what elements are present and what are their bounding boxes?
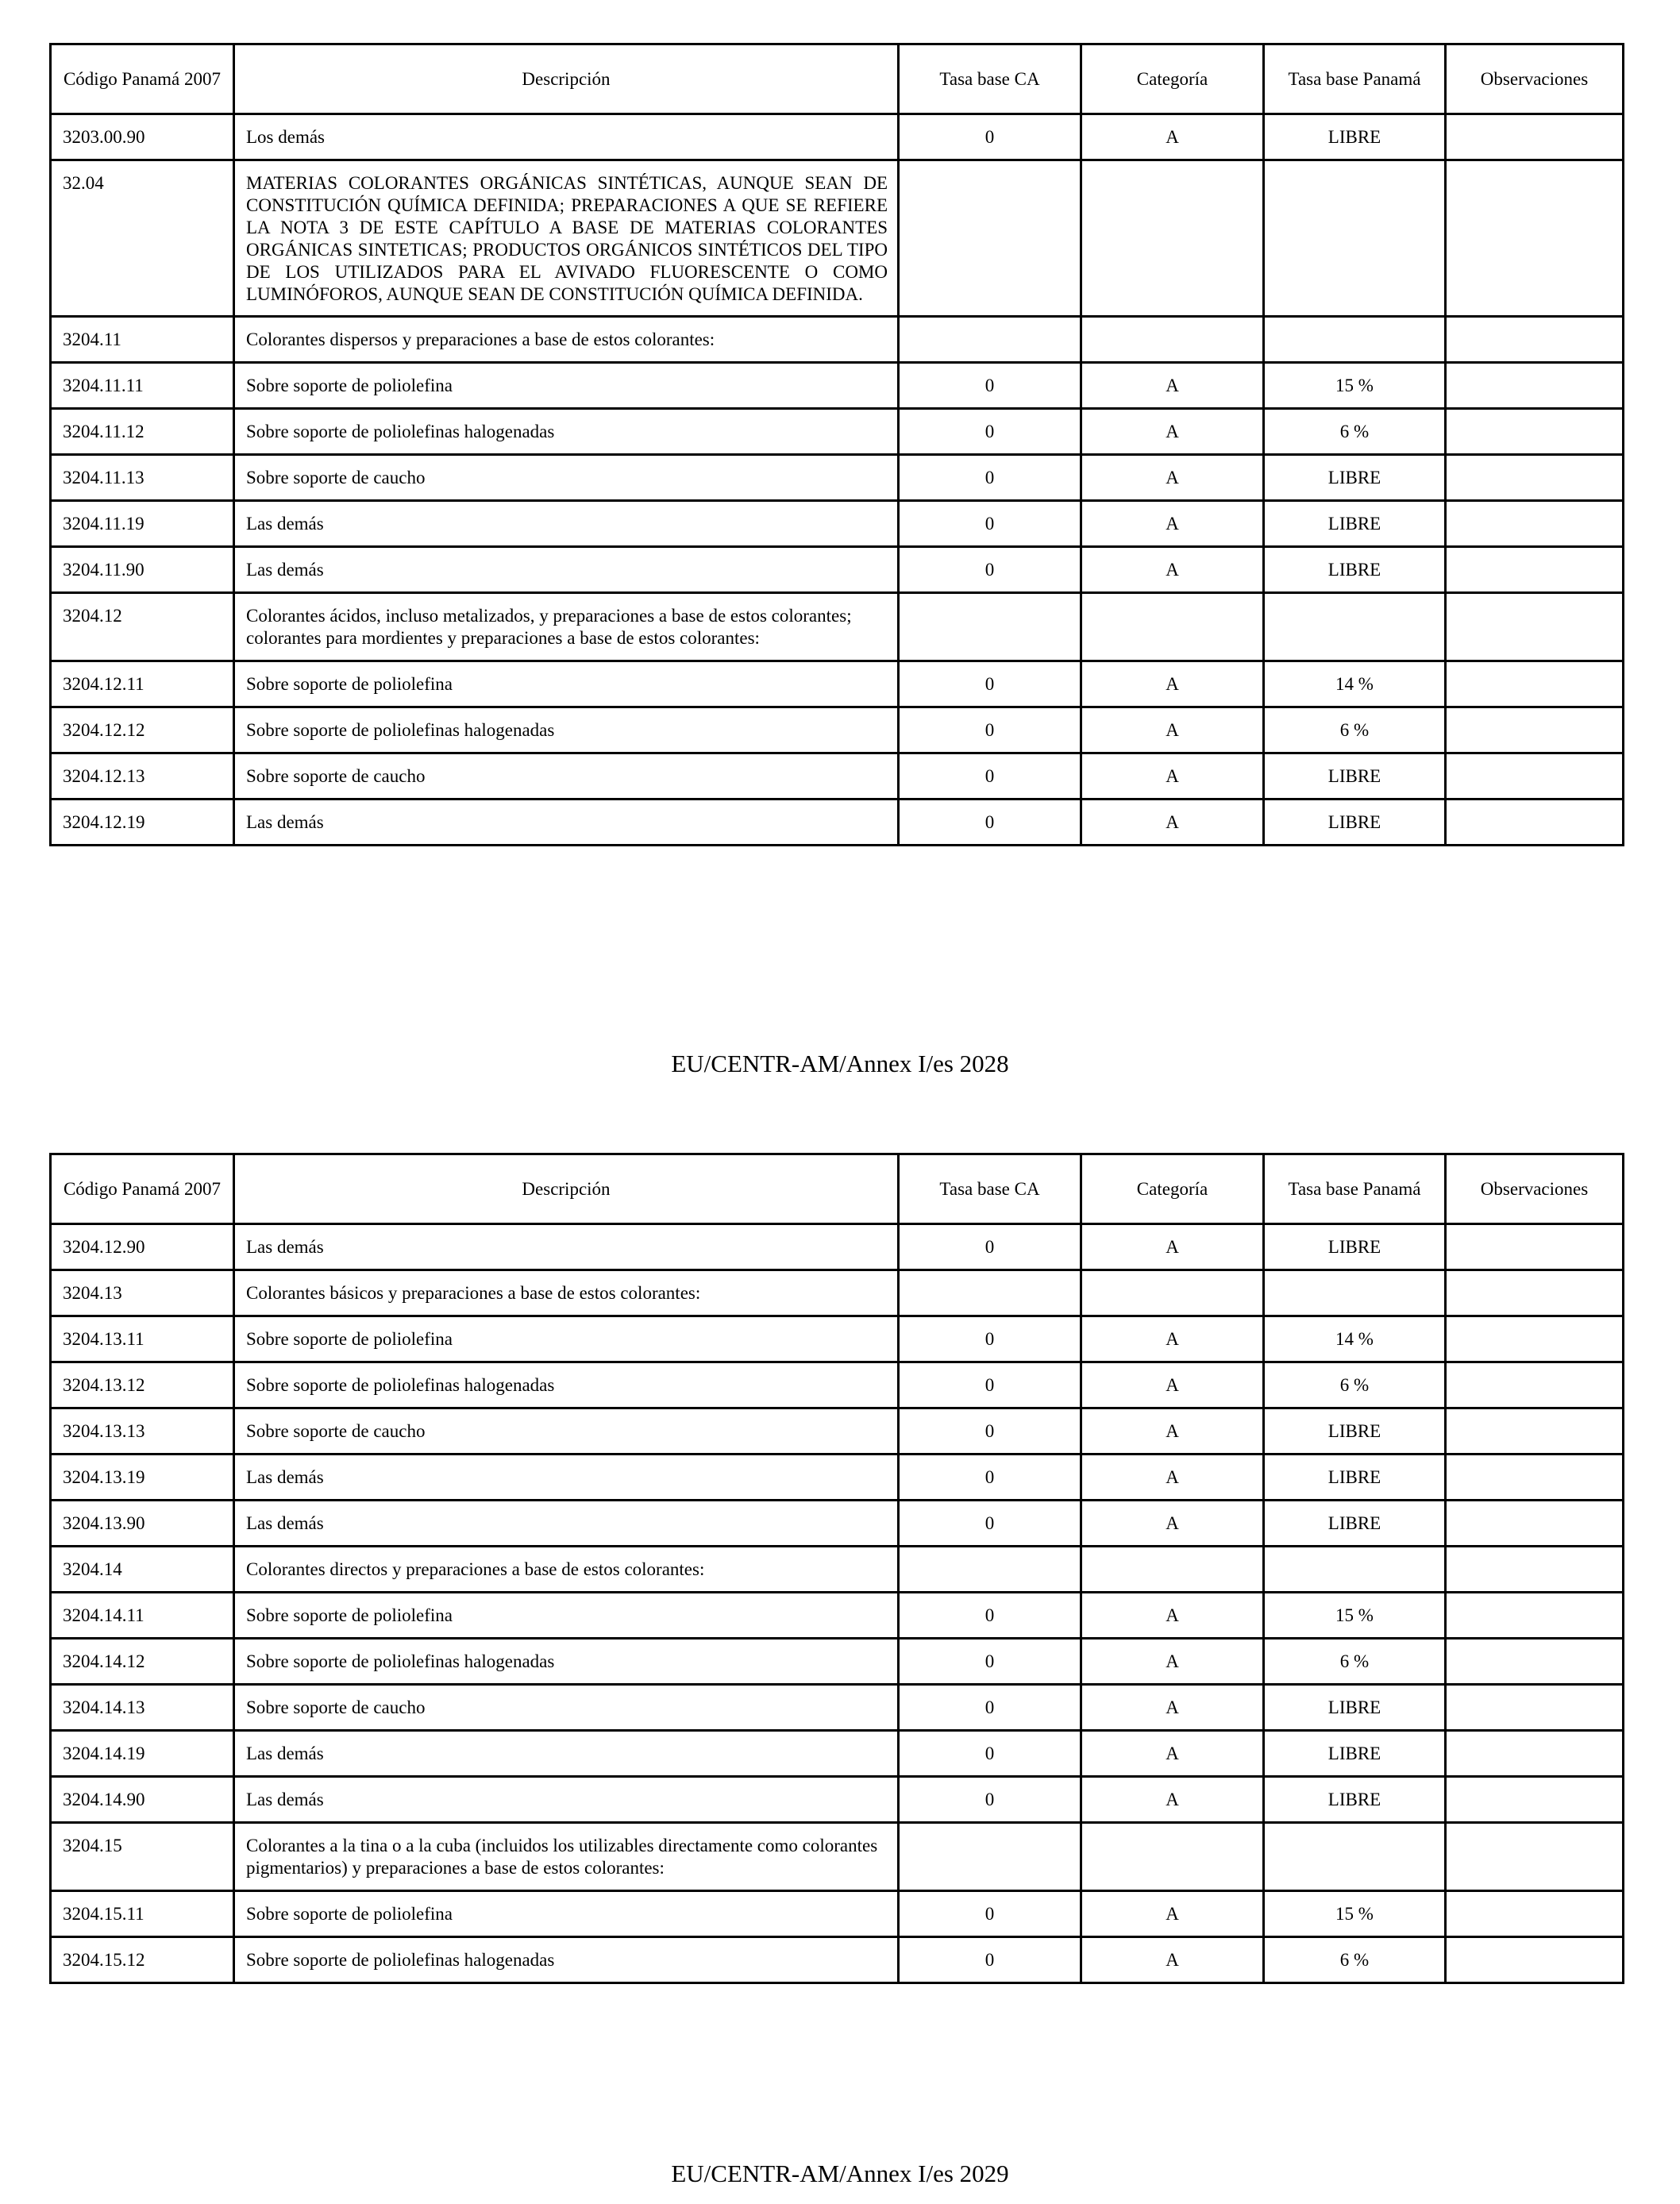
cell-rate-ca: 0 xyxy=(899,455,1081,501)
cell-observations xyxy=(1446,1316,1624,1362)
cell-category xyxy=(1081,160,1264,317)
table-row xyxy=(51,501,1624,547)
cell-rate-ca: 0 xyxy=(899,114,1081,160)
cell-rate-ca: 0 xyxy=(899,800,1081,846)
cell-category: A xyxy=(1081,1501,1264,1547)
cell-description: Sobre soporte de caucho xyxy=(234,1685,899,1731)
cell-rate-ca: 0 xyxy=(899,1593,1081,1639)
cell-rate-ca: 0 xyxy=(899,1224,1081,1270)
cell-rate-panama: LIBRE xyxy=(1264,501,1446,547)
cell-code: 3204.12.13 xyxy=(51,753,234,800)
cell-category: A xyxy=(1081,1455,1264,1501)
cell-code: 3204.12.19 xyxy=(51,800,234,846)
cell-description: Colorantes básicos y preparaciones a base de estos colorantes: xyxy=(234,1270,899,1316)
cell-rate-panama xyxy=(1264,160,1446,317)
table-row xyxy=(51,593,1624,661)
cell-rate-ca xyxy=(899,1270,1081,1316)
cell-observations xyxy=(1446,707,1624,753)
cell-rate-panama: 6 % xyxy=(1264,1639,1446,1685)
cell-category: A xyxy=(1081,661,1264,707)
cell-rate-ca xyxy=(899,1823,1081,1891)
cell-observations xyxy=(1446,1639,1624,1685)
cell-description: Los demás xyxy=(234,114,899,160)
cell-category xyxy=(1081,1270,1264,1316)
cell-code: 3204.13.11 xyxy=(51,1316,234,1362)
cell-category: A xyxy=(1081,1316,1264,1362)
cell-description: Las demás xyxy=(234,501,899,547)
cell-rate-panama: LIBRE xyxy=(1264,1455,1446,1501)
cell-observations xyxy=(1446,1408,1624,1455)
cell-description: Sobre soporte de poliolefina xyxy=(234,1593,899,1639)
table-row xyxy=(51,661,1624,707)
cell-rate-panama: LIBRE xyxy=(1264,800,1446,846)
cell-code: 3204.11.19 xyxy=(51,501,234,547)
cell-rate-panama: 6 % xyxy=(1264,1937,1446,1983)
cell-observations xyxy=(1446,363,1624,409)
cell-rate-ca: 0 xyxy=(899,1639,1081,1685)
cell-description: Las demás xyxy=(234,1501,899,1547)
table-row xyxy=(51,753,1624,800)
tariff-table-page-2029 xyxy=(49,1153,1624,1984)
cell-rate-panama: LIBRE xyxy=(1264,1685,1446,1731)
cell-category: A xyxy=(1081,1731,1264,1777)
table-row xyxy=(51,1891,1624,1937)
cell-description: Las demás xyxy=(234,1455,899,1501)
cell-rate-ca: 0 xyxy=(899,1685,1081,1731)
cell-code: 3204.14.90 xyxy=(51,1777,234,1823)
page-footer: EU/CENTR-AM/Annex I/es 2028 xyxy=(671,1050,1009,1077)
cell-code: 3204.14.12 xyxy=(51,1639,234,1685)
cell-description: Sobre soporte de caucho xyxy=(234,1408,899,1455)
header-rate-ca: Tasa base CA xyxy=(899,1154,1081,1224)
cell-rate-panama: LIBRE xyxy=(1264,114,1446,160)
cell-rate-panama: LIBRE xyxy=(1264,1224,1446,1270)
cell-code: 3204.11.13 xyxy=(51,455,234,501)
cell-description: Sobre soporte de poliolefina xyxy=(234,661,899,707)
cell-rate-ca xyxy=(899,593,1081,661)
cell-description: Sobre soporte de poliolefinas halogenadas xyxy=(234,1937,899,1983)
cell-description: MATERIAS COLORANTES ORGÁNICAS SINTÉTICAS, AUNQUE SEAN DE CONSTITUCIÓN QUÍMICA DEFINIDA; PREPARACIONES A QUE SE REFIERE LA NOTA 3 DE ESTE CAPÍTULO A BASE DE MATERIAS COLORANTES ORGÁNICAS SINTETICAS; PRODUCTOS ORGÁNICOS SINTÉTICOS DEL TIPO DE LOS UTILIZADOS PARA EL AVIVADO FLUORESCENTE O COMO LUMINÓFOROS, AUNQUE SEAN DE CONSTITUCIÓN QUÍMICA DEFINIDA. xyxy=(234,160,899,317)
cell-code: 3204.12.90 xyxy=(51,1224,234,1270)
cell-rate-ca: 0 xyxy=(899,1408,1081,1455)
cell-category xyxy=(1081,1823,1264,1891)
cell-category xyxy=(1081,1547,1264,1593)
header-description: Descripción xyxy=(234,44,899,114)
cell-rate-panama: LIBRE xyxy=(1264,1731,1446,1777)
table-row xyxy=(51,1547,1624,1593)
cell-observations xyxy=(1446,1270,1624,1316)
cell-category: A xyxy=(1081,1593,1264,1639)
cell-code: 3204.13.13 xyxy=(51,1408,234,1455)
cell-rate-ca: 0 xyxy=(899,409,1081,455)
cell-rate-panama: 14 % xyxy=(1264,661,1446,707)
cell-category: A xyxy=(1081,501,1264,547)
table-header-row xyxy=(51,44,1624,114)
cell-code: 32.04 xyxy=(51,160,234,317)
cell-code: 3204.15.11 xyxy=(51,1891,234,1937)
cell-code: 3204.12 xyxy=(51,593,234,661)
cell-rate-panama: 6 % xyxy=(1264,1362,1446,1408)
cell-rate-ca xyxy=(899,160,1081,317)
cell-rate-panama xyxy=(1264,1823,1446,1891)
cell-rate-ca: 0 xyxy=(899,1501,1081,1547)
cell-rate-panama xyxy=(1264,1547,1446,1593)
cell-category: A xyxy=(1081,707,1264,753)
cell-observations xyxy=(1446,1891,1624,1937)
cell-rate-ca: 0 xyxy=(899,1316,1081,1362)
cell-description: Colorantes dispersos y preparaciones a base de estos colorantes: xyxy=(234,317,899,363)
cell-observations xyxy=(1446,753,1624,800)
cell-code: 3204.13 xyxy=(51,1270,234,1316)
cell-category: A xyxy=(1081,1408,1264,1455)
table-row xyxy=(51,547,1624,593)
cell-rate-panama: LIBRE xyxy=(1264,753,1446,800)
table-row xyxy=(51,1224,1624,1270)
cell-rate-ca: 0 xyxy=(899,753,1081,800)
cell-description: Sobre soporte de poliolefina xyxy=(234,1891,899,1937)
cell-observations xyxy=(1446,317,1624,363)
table-row xyxy=(51,1501,1624,1547)
cell-category xyxy=(1081,593,1264,661)
cell-rate-panama: 15 % xyxy=(1264,1593,1446,1639)
table-row xyxy=(51,1639,1624,1685)
cell-observations xyxy=(1446,547,1624,593)
header-rate-panama: Tasa base Panamá xyxy=(1264,44,1446,114)
cell-rate-panama: 14 % xyxy=(1264,1316,1446,1362)
header-observations: Observaciones xyxy=(1446,1154,1624,1224)
table-header-row xyxy=(51,1154,1624,1224)
header-observations: Observaciones xyxy=(1446,44,1624,114)
cell-observations xyxy=(1446,1547,1624,1593)
cell-description: Colorantes directos y preparaciones a base de estos colorantes: xyxy=(234,1547,899,1593)
cell-observations xyxy=(1446,1224,1624,1270)
page-footer: EU/CENTR-AM/Annex I/es 2029 xyxy=(671,2160,1009,2187)
cell-description: Sobre soporte de poliolefina xyxy=(234,363,899,409)
cell-rate-ca: 0 xyxy=(899,501,1081,547)
cell-observations xyxy=(1446,114,1624,160)
cell-rate-panama: LIBRE xyxy=(1264,1501,1446,1547)
cell-code: 3204.14.11 xyxy=(51,1593,234,1639)
cell-code: 3204.15 xyxy=(51,1823,234,1891)
cell-observations xyxy=(1446,593,1624,661)
header-code: Código Panamá 2007 xyxy=(51,1154,234,1224)
cell-observations xyxy=(1446,501,1624,547)
cell-description: Sobre soporte de poliolefinas halogenadas xyxy=(234,1362,899,1408)
header-category: Categoría xyxy=(1081,44,1264,114)
cell-code: 3204.11 xyxy=(51,317,234,363)
cell-rate-ca xyxy=(899,317,1081,363)
table-row xyxy=(51,1270,1624,1316)
table-row xyxy=(51,1731,1624,1777)
header-description: Descripción xyxy=(234,1154,899,1224)
header-rate-ca: Tasa base CA xyxy=(899,44,1081,114)
table-row xyxy=(51,409,1624,455)
cell-observations xyxy=(1446,1362,1624,1408)
cell-description: Colorantes ácidos, incluso metalizados, y preparaciones a base de estos colorantes; colorantes para mordientes y preparaciones a base de estos colorantes: xyxy=(234,593,899,661)
table-row xyxy=(51,1593,1624,1639)
cell-rate-panama: LIBRE xyxy=(1264,1777,1446,1823)
cell-rate-panama: LIBRE xyxy=(1264,547,1446,593)
cell-category: A xyxy=(1081,1777,1264,1823)
cell-category: A xyxy=(1081,1685,1264,1731)
cell-code: 3204.11.12 xyxy=(51,409,234,455)
cell-observations xyxy=(1446,455,1624,501)
cell-description: Sobre soporte de poliolefinas halogenadas xyxy=(234,409,899,455)
cell-observations xyxy=(1446,1455,1624,1501)
cell-description: Sobre soporte de poliolefinas halogenadas xyxy=(234,707,899,753)
cell-observations xyxy=(1446,1501,1624,1547)
cell-category: A xyxy=(1081,114,1264,160)
header-category: Categoría xyxy=(1081,1154,1264,1224)
cell-observations xyxy=(1446,1685,1624,1731)
cell-rate-panama: 6 % xyxy=(1264,707,1446,753)
cell-category xyxy=(1081,317,1264,363)
cell-code: 3204.14.13 xyxy=(51,1685,234,1731)
cell-description: Las demás xyxy=(234,1731,899,1777)
cell-description: Sobre soporte de poliolefina xyxy=(234,1316,899,1362)
table-row xyxy=(51,1823,1624,1891)
cell-rate-ca: 0 xyxy=(899,1777,1081,1823)
cell-category: A xyxy=(1081,1891,1264,1937)
cell-rate-panama xyxy=(1264,593,1446,661)
cell-code: 3204.12.12 xyxy=(51,707,234,753)
table-row xyxy=(51,800,1624,846)
table-row xyxy=(51,1408,1624,1455)
cell-rate-ca: 0 xyxy=(899,707,1081,753)
table-row xyxy=(51,707,1624,753)
cell-observations xyxy=(1446,1777,1624,1823)
cell-description: Las demás xyxy=(234,1777,899,1823)
cell-code: 3204.13.90 xyxy=(51,1501,234,1547)
cell-rate-ca: 0 xyxy=(899,1891,1081,1937)
cell-rate-panama: LIBRE xyxy=(1264,1408,1446,1455)
cell-rate-panama xyxy=(1264,317,1446,363)
cell-rate-ca: 0 xyxy=(899,1731,1081,1777)
table-row xyxy=(51,160,1624,317)
cell-code: 3204.13.12 xyxy=(51,1362,234,1408)
header-code: Código Panamá 2007 xyxy=(51,44,234,114)
cell-rate-ca: 0 xyxy=(899,363,1081,409)
cell-category: A xyxy=(1081,1224,1264,1270)
cell-code: 3204.12.11 xyxy=(51,661,234,707)
cell-observations xyxy=(1446,800,1624,846)
cell-rate-ca: 0 xyxy=(899,1455,1081,1501)
cell-rate-panama: LIBRE xyxy=(1264,455,1446,501)
cell-observations xyxy=(1446,661,1624,707)
cell-rate-panama: 15 % xyxy=(1264,1891,1446,1937)
cell-rate-ca: 0 xyxy=(899,1362,1081,1408)
cell-category: A xyxy=(1081,1639,1264,1685)
table-row xyxy=(51,114,1624,160)
cell-observations xyxy=(1446,1937,1624,1983)
cell-rate-ca xyxy=(899,1547,1081,1593)
table-row xyxy=(51,1685,1624,1731)
tariff-table-page-2028 xyxy=(49,43,1624,846)
cell-category: A xyxy=(1081,1937,1264,1983)
cell-observations xyxy=(1446,1731,1624,1777)
cell-description: Sobre soporte de caucho xyxy=(234,455,899,501)
cell-rate-ca: 0 xyxy=(899,547,1081,593)
cell-rate-panama xyxy=(1264,1270,1446,1316)
cell-category: A xyxy=(1081,363,1264,409)
cell-category: A xyxy=(1081,547,1264,593)
table-row xyxy=(51,1937,1624,1983)
cell-description: Las demás xyxy=(234,547,899,593)
cell-observations xyxy=(1446,1823,1624,1891)
cell-description: Las demás xyxy=(234,800,899,846)
cell-description: Sobre soporte de caucho xyxy=(234,753,899,800)
cell-code: 3203.00.90 xyxy=(51,114,234,160)
cell-code: 3204.15.12 xyxy=(51,1937,234,1983)
table-row xyxy=(51,1455,1624,1501)
cell-description: Sobre soporte de poliolefinas halogenadas xyxy=(234,1639,899,1685)
cell-category: A xyxy=(1081,409,1264,455)
cell-rate-panama: 6 % xyxy=(1264,409,1446,455)
table-row xyxy=(51,1316,1624,1362)
cell-code: 3204.14 xyxy=(51,1547,234,1593)
cell-code: 3204.14.19 xyxy=(51,1731,234,1777)
cell-observations xyxy=(1446,1593,1624,1639)
table-row xyxy=(51,363,1624,409)
cell-code: 3204.13.19 xyxy=(51,1455,234,1501)
cell-rate-ca: 0 xyxy=(899,1937,1081,1983)
cell-observations xyxy=(1446,409,1624,455)
cell-category: A xyxy=(1081,800,1264,846)
cell-description: Las demás xyxy=(234,1224,899,1270)
header-rate-panama: Tasa base Panamá xyxy=(1264,1154,1446,1224)
cell-category: A xyxy=(1081,1362,1264,1408)
cell-rate-ca: 0 xyxy=(899,661,1081,707)
table-row xyxy=(51,455,1624,501)
table-row xyxy=(51,1362,1624,1408)
cell-observations xyxy=(1446,160,1624,317)
cell-code: 3204.11.11 xyxy=(51,363,234,409)
cell-category: A xyxy=(1081,455,1264,501)
cell-category: A xyxy=(1081,753,1264,800)
table-row xyxy=(51,1777,1624,1823)
cell-description: Colorantes a la tina o a la cuba (incluidos los utilizables directamente como colorantes pigmentarios) y preparaciones a base de estos colorantes: xyxy=(234,1823,899,1891)
cell-code: 3204.11.90 xyxy=(51,547,234,593)
table-row xyxy=(51,317,1624,363)
cell-rate-panama: 15 % xyxy=(1264,363,1446,409)
